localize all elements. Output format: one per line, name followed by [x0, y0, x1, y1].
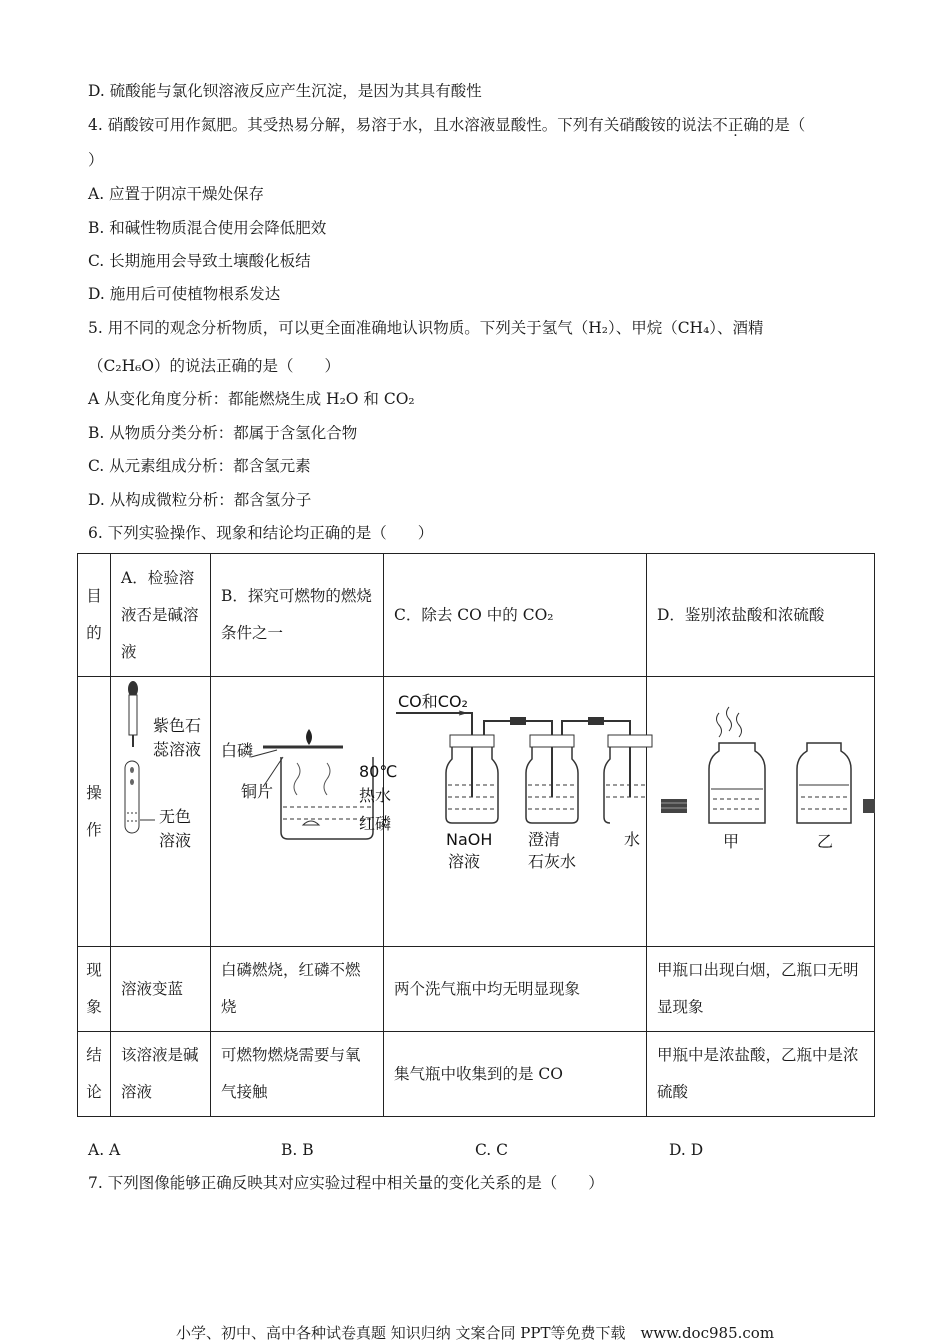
q4-option-d: D. 施用后可使植物根系发达: [88, 285, 281, 303]
label-limewater: 石灰水: [528, 852, 577, 871]
phenomenon-row: [78, 947, 875, 1032]
question-4-stem: [88, 115, 805, 135]
question-7-stem: 7. 下列图像能够正确反映其对应实验过程中相关量的变化关系的是（ ）: [88, 1174, 604, 1192]
conclusion-a: 该溶液是碱溶液: [111, 1032, 211, 1117]
phenomenon-d: 甲瓶口出现白烟，乙瓶口无明显现象: [647, 947, 875, 1032]
question-5-stem-2: （C₂H₆O）的说法正确的是（ ）: [88, 357, 341, 375]
purpose-c: C．除去 CO 中的 CO₂: [384, 554, 647, 677]
row-header-purpose: 目的: [78, 554, 111, 677]
purpose-b: B．探究可燃物的燃烧条件之一: [211, 554, 384, 677]
label-copper-sheet: 铜片: [241, 782, 274, 801]
label-colorless-1: 无色: [159, 807, 192, 826]
label-naoh: NaOH: [446, 830, 493, 849]
choice-b: B. B: [281, 1141, 314, 1159]
row-header-phenomenon: 现象: [78, 947, 111, 1032]
option-d-previous: D. 硫酸能与氯化钡溶液反应产生沉淀，是因为其具有酸性: [88, 82, 482, 100]
conclusion-row: [78, 1032, 875, 1117]
q4-emphasis: 不正确: [712, 116, 759, 134]
diagram-d-cell: [647, 677, 875, 947]
diagram-b-cell: [211, 677, 398, 947]
experiment-table: [77, 553, 875, 1117]
q5-option-b: B. 从物质分类分析：都属于含氢化合物: [88, 424, 358, 442]
purpose-row: [78, 554, 875, 677]
q4-option-c: C. 长期施用会导致土壤酸化板结: [88, 252, 311, 270]
question-5-stem: 5. 用不同的观念分析物质，可以更全面准确地认识物质。下列关于氢气（H₂）、甲烷（CH₄）、酒精: [88, 319, 764, 337]
label-clear: 澄清: [528, 830, 561, 849]
dropper-test-tube-diagram: [111, 677, 211, 932]
operation-row: [78, 677, 875, 947]
purpose-d: D．鉴别浓盐酸和浓硫酸: [647, 554, 875, 677]
q4-text-a: 4. 硝酸铵可用作氮肥。其受热易分解，易溶于水，且水溶液显酸性。下列有关硝酸铵的说法: [88, 116, 713, 134]
label-litmus-2: 蕊溶液: [153, 740, 202, 759]
label-red-phosphorus: 红磷: [359, 814, 392, 833]
phenomenon-b: 白磷燃烧，红磷不燃烧: [211, 947, 384, 1032]
label-co-co2: CO和CO₂: [398, 692, 468, 711]
reagent-bottles-diagram: [647, 677, 875, 932]
phenomenon-c: 两个洗气瓶中均无明显现象: [384, 947, 647, 1032]
q4-option-a: A. 应置于阴凉干燥处保存: [88, 185, 265, 203]
q5-option-d: D. 从构成微粒分析：都含氢分子: [88, 491, 312, 509]
conclusion-d: 甲瓶中是浓盐酸，乙瓶中是浓硫酸: [647, 1032, 875, 1117]
purpose-a: A．检验溶液否是碱溶液: [111, 554, 211, 677]
label-hot-water: 热水: [359, 786, 392, 805]
question-6-stem: 6. 下列实验操作、现象和结论均正确的是（ ）: [88, 524, 434, 542]
row-header-operation: 操作: [78, 677, 111, 947]
label-bottle-jia: 甲: [723, 832, 740, 851]
choice-c: C. C: [475, 1141, 509, 1159]
row-header-conclusion: 结论: [78, 1032, 111, 1117]
choice-a: A. A: [88, 1141, 121, 1159]
choice-d: D. D: [669, 1141, 704, 1159]
label-water: 水: [624, 830, 641, 849]
diagram-c-cell: [384, 677, 647, 947]
q4-text-b: 的是（: [758, 116, 806, 134]
question-4-paren: ）: [88, 151, 104, 169]
label-white-phosphorus: 白磷: [221, 741, 254, 760]
q5-option-c: C. 从元素组成分析：都含氢元素: [88, 457, 311, 475]
label-bottle-yi: 乙: [817, 832, 834, 851]
phenomenon-a: 溶液变蓝: [111, 947, 211, 1032]
conclusion-c: 集气瓶中收集到的是 CO: [384, 1032, 647, 1117]
beaker-phosphorus-diagram: [211, 677, 398, 932]
label-naoh-solution: 溶液: [448, 852, 481, 871]
q4-option-b: B. 和碱性物质混合使用会降低肥效: [88, 219, 327, 237]
q5-option-a: A 从变化角度分析：都能燃烧生成 H₂O 和 CO₂: [88, 390, 415, 408]
gas-washing-bottles-diagram: [384, 677, 647, 932]
conclusion-b: 可燃物燃烧需要与氧气接触: [211, 1032, 384, 1117]
label-colorless-2: 溶液: [159, 831, 192, 850]
label-80c: 80℃: [359, 762, 398, 781]
diagram-a-cell: [111, 677, 211, 947]
label-litmus-1: 紫色石: [153, 716, 202, 735]
page-footer: 小学、初中、高中各种试卷真题 知识归纳 文案合同 PPT等免费下载 www.doc985.com: [175, 1324, 775, 1342]
